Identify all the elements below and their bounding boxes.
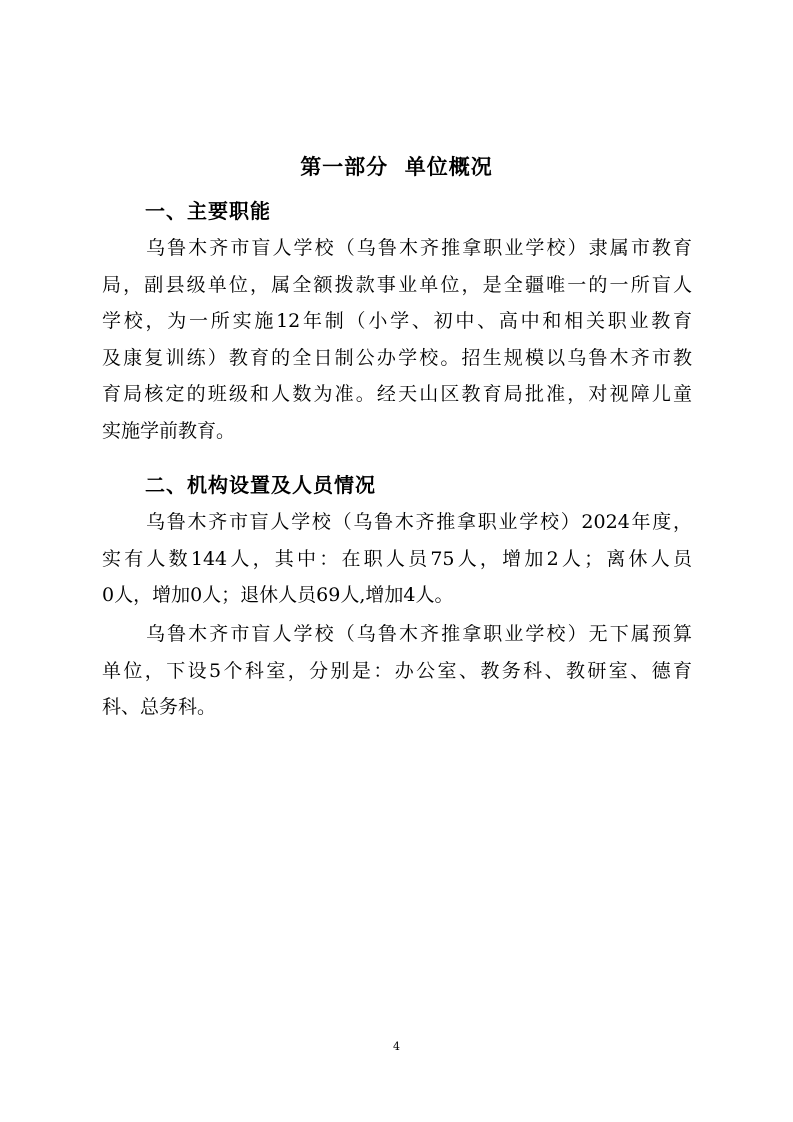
paragraph-line: 及康复训练）教育的全日制公办学校。招生规模以乌鲁木齐市教 [102, 346, 692, 369]
paragraph-line: 学校，为一所实施12年制（小学、初中、高中和相关职业教育 [102, 310, 692, 332]
paragraph-line: 科、总务科。 [102, 696, 217, 718]
paragraph-main-functions [102, 230, 692, 449]
page-number: 4 [393, 1040, 400, 1053]
paragraph-line: 乌鲁木齐市盲人学校（乌鲁木齐推拿职业学校）2024年度， [146, 511, 692, 533]
paragraph-line: 0人，增加0人；退休人员69人,增加4人。 [102, 584, 454, 606]
paragraph-line: 实施学前教育。 [102, 419, 236, 442]
paragraph-line: 实有人数144人，其中：在职人员75人，增加2人；离休人员 [102, 547, 692, 570]
paragraph-line: 局，副县级单位，属全额拨款事业单位，是全疆唯一的一所盲人 [102, 273, 692, 296]
paragraph-line: 乌鲁木齐市盲人学校（乌鲁木齐推拿职业学校）无下属预算 [146, 623, 692, 645]
section-heading-main-functions: 一、主要职能 [145, 199, 271, 223]
page-title: 第一部分 单位概况 [300, 155, 493, 179]
section-heading-organization-staffing: 二、机构设置及人员情况 [145, 473, 376, 497]
paragraph-line: 育局核定的班级和人数为准。经天山区教育局批准，对视障儿童 [102, 383, 692, 405]
paragraph-line: 乌鲁木齐市盲人学校（乌鲁木齐推拿职业学校）隶属市教育 [146, 237, 692, 259]
paragraph-departments [102, 616, 692, 726]
paragraph-staffing [102, 504, 692, 614]
paragraph-line: 单位，下设5个科室，分别是：办公室、教务科、教研室、德育 [102, 659, 692, 682]
